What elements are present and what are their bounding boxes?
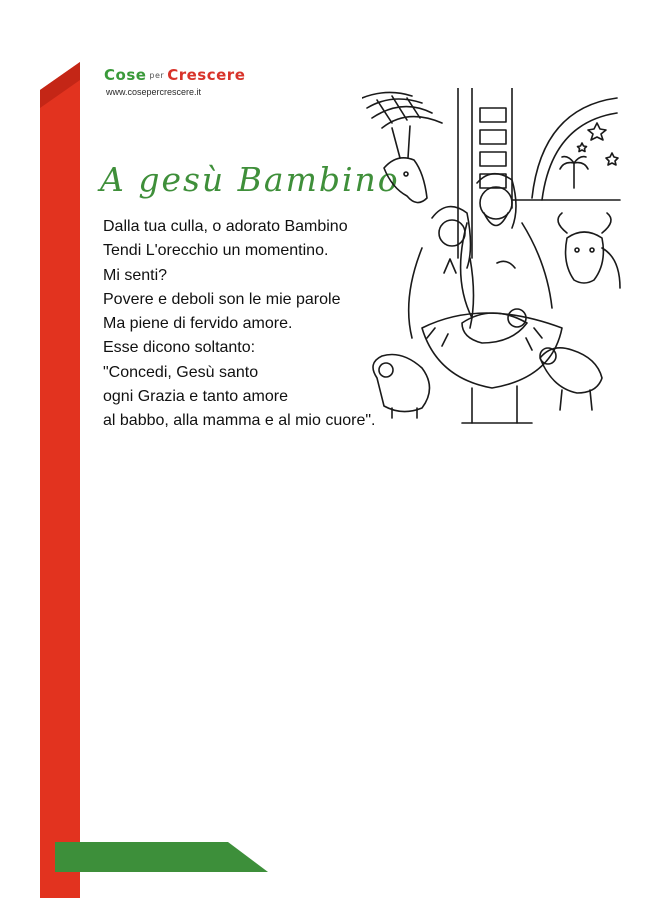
poem-line: Dalla tua culla, o adorato Bambino xyxy=(103,218,348,235)
sheep-icon xyxy=(373,355,430,419)
logo-wordmark xyxy=(104,66,245,84)
palm-tree-icon xyxy=(560,157,588,188)
donkey-icon xyxy=(384,126,427,203)
logo-part-per: per xyxy=(149,71,165,80)
manger-icon xyxy=(422,309,562,423)
page-title: A gesù Bambino xyxy=(100,160,400,199)
nativity-scene-illustration xyxy=(362,88,622,428)
straw-roof-icon xyxy=(362,92,442,128)
logo-part-crescere: Crescere xyxy=(167,66,246,84)
stable-icon xyxy=(458,88,620,258)
green-ribbon-base xyxy=(55,842,268,872)
poem-line: Povere e deboli son le mie parole xyxy=(103,290,341,308)
ox-icon xyxy=(558,213,620,288)
poem-line: Esse dicono soltanto: xyxy=(103,339,256,357)
red-ribbon-band xyxy=(40,62,80,898)
poem-line: Mi senti? xyxy=(103,266,168,284)
red-ribbon-tail xyxy=(62,872,80,898)
logo-url[interactable]: www.cosepercrescere.it xyxy=(106,87,202,97)
poem-line: Ma piene di fervido amore. xyxy=(103,315,293,333)
mary-icon xyxy=(409,207,474,338)
poem-line: Tendi L'orecchio un momentino. xyxy=(103,242,329,260)
poem-line: al babbo, alla mamma e al mio cuore". xyxy=(103,412,376,430)
poem-line: ogni Grazia e tanto amore xyxy=(103,388,288,406)
logo-part-cose: Cose xyxy=(104,66,147,84)
poem-line: "Concedi, Gesù santo xyxy=(103,363,259,381)
star-icon xyxy=(578,123,619,165)
site-logo[interactable] xyxy=(104,66,245,97)
